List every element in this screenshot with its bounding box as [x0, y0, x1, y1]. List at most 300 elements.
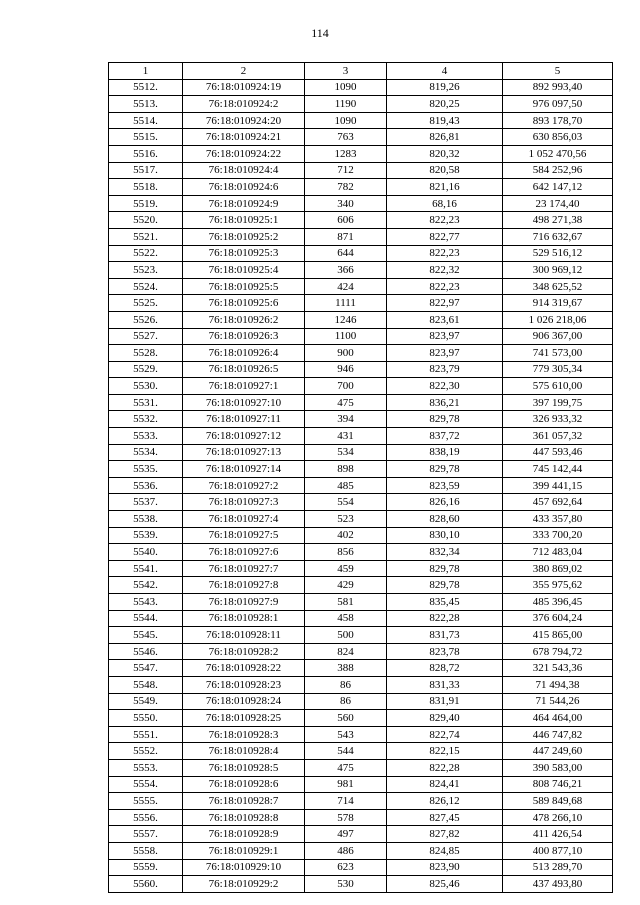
- column-5-cell: 361 057,32: [503, 428, 613, 445]
- row-number-cell: 5559.: [109, 859, 183, 876]
- column-3-cell: 530: [305, 876, 387, 893]
- cadastral-number-cell: 76:18:010929:1: [183, 842, 305, 859]
- cadastral-number-cell: 76:18:010927:3: [183, 494, 305, 511]
- cadastral-number-cell: 76:18:010927:13: [183, 444, 305, 461]
- table-row: [109, 527, 613, 544]
- column-3-cell: 700: [305, 378, 387, 395]
- cadastral-number-cell: 76:18:010924:19: [183, 79, 305, 96]
- column-5-cell: 457 692,64: [503, 494, 613, 511]
- cadastral-number-cell: 76:18:010927:12: [183, 428, 305, 445]
- column-5-cell: 976 097,50: [503, 96, 613, 113]
- table-row: [109, 361, 613, 378]
- row-number-cell: 5538.: [109, 511, 183, 528]
- cadastral-number-cell: 76:18:010924:20: [183, 112, 305, 129]
- table-header-row: [109, 63, 613, 80]
- column-5-cell: 300 969,12: [503, 262, 613, 279]
- cadastral-number-cell: 76:18:010926:2: [183, 311, 305, 328]
- table-row: [109, 162, 613, 179]
- column-4-cell: 835,45: [387, 594, 503, 611]
- column-5-cell: 376 604,24: [503, 610, 613, 627]
- row-number-cell: 5535.: [109, 461, 183, 478]
- column-4-cell: 822,23: [387, 278, 503, 295]
- table-row: [109, 610, 613, 627]
- row-number-cell: 5536.: [109, 477, 183, 494]
- table-row: [109, 394, 613, 411]
- column-3-cell: 431: [305, 428, 387, 445]
- cadastral-number-cell: 76:18:010929:10: [183, 859, 305, 876]
- table-row: [109, 96, 613, 113]
- cadastral-number-cell: 76:18:010927:5: [183, 527, 305, 544]
- column-3-cell: 871: [305, 228, 387, 245]
- column-3-cell: 581: [305, 594, 387, 611]
- column-5-cell: 446 747,82: [503, 726, 613, 743]
- column-3-cell: 86: [305, 676, 387, 693]
- column-5-cell: 779 305,34: [503, 361, 613, 378]
- row-number-cell: 5554.: [109, 776, 183, 793]
- table-row: [109, 826, 613, 843]
- column-4-cell: 828,72: [387, 660, 503, 677]
- row-number-cell: 5541.: [109, 560, 183, 577]
- column-5-cell: 400 877,10: [503, 842, 613, 859]
- cadastral-number-cell: 76:18:010924:22: [183, 145, 305, 162]
- row-number-cell: 5545.: [109, 627, 183, 644]
- cadastral-number-cell: 76:18:010924:9: [183, 195, 305, 212]
- column-4-cell: 831,73: [387, 627, 503, 644]
- column-3-cell: 623: [305, 859, 387, 876]
- column-5-cell: 893 178,70: [503, 112, 613, 129]
- column-4-cell: 823,78: [387, 643, 503, 660]
- column-5-cell: 415 865,00: [503, 627, 613, 644]
- table-row: [109, 594, 613, 611]
- row-number-cell: 5552.: [109, 743, 183, 760]
- column-5-cell: 71 544,26: [503, 693, 613, 710]
- table-row: [109, 195, 613, 212]
- column-3-cell: 486: [305, 842, 387, 859]
- cadastral-number-cell: 76:18:010928:2: [183, 643, 305, 660]
- column-5-cell: 447 593,46: [503, 444, 613, 461]
- column-4-cell: 822,30: [387, 378, 503, 395]
- cadastral-number-cell: 76:18:010929:2: [183, 876, 305, 893]
- cadastral-number-cell: 76:18:010927:8: [183, 577, 305, 594]
- table-row: [109, 378, 613, 395]
- table-row: [109, 428, 613, 445]
- table-row: [109, 776, 613, 793]
- table-row: [109, 643, 613, 660]
- column-5-cell: 498 271,38: [503, 212, 613, 229]
- table-row: [109, 809, 613, 826]
- column-3-cell: 714: [305, 793, 387, 810]
- column-4-cell: 828,60: [387, 511, 503, 528]
- row-number-cell: 5543.: [109, 594, 183, 611]
- row-number-cell: 5548.: [109, 676, 183, 693]
- column-3-cell: 763: [305, 129, 387, 146]
- row-number-cell: 5527.: [109, 328, 183, 345]
- column-4-cell: 831,91: [387, 693, 503, 710]
- column-4-cell: 838,19: [387, 444, 503, 461]
- row-number-cell: 5528.: [109, 345, 183, 362]
- column-5-cell: 23 174,40: [503, 195, 613, 212]
- column-3-cell: 824: [305, 643, 387, 660]
- cadastral-number-cell: 76:18:010927:6: [183, 544, 305, 561]
- row-number-cell: 5551.: [109, 726, 183, 743]
- table-row: [109, 129, 613, 146]
- column-4-cell: 823,59: [387, 477, 503, 494]
- table-body: [109, 79, 613, 892]
- cadastral-number-cell: 76:18:010928:3: [183, 726, 305, 743]
- row-number-cell: 5512.: [109, 79, 183, 96]
- column-3-cell: 1100: [305, 328, 387, 345]
- data-table: [108, 62, 613, 893]
- column-5-cell: 513 289,70: [503, 859, 613, 876]
- cadastral-number-cell: 76:18:010928:4: [183, 743, 305, 760]
- row-number-cell: 5531.: [109, 394, 183, 411]
- cadastral-number-cell: 76:18:010924:4: [183, 162, 305, 179]
- column-5-cell: 397 199,75: [503, 394, 613, 411]
- row-number-cell: 5533.: [109, 428, 183, 445]
- cadastral-number-cell: 76:18:010924:6: [183, 179, 305, 196]
- cadastral-number-cell: 76:18:010927:1: [183, 378, 305, 395]
- column-5-cell: 589 849,68: [503, 793, 613, 810]
- column-5-cell: 808 746,21: [503, 776, 613, 793]
- column-header-2: 2: [183, 63, 305, 80]
- column-4-cell: 826,12: [387, 793, 503, 810]
- column-4-cell: 822,97: [387, 295, 503, 312]
- table-row: [109, 345, 613, 362]
- column-5-cell: 348 625,52: [503, 278, 613, 295]
- column-3-cell: 475: [305, 394, 387, 411]
- column-4-cell: 836,21: [387, 394, 503, 411]
- row-number-cell: 5550.: [109, 710, 183, 727]
- column-5-cell: 399 441,15: [503, 477, 613, 494]
- cadastral-number-cell: 76:18:010928:22: [183, 660, 305, 677]
- row-number-cell: 5557.: [109, 826, 183, 843]
- column-5-cell: 355 975,62: [503, 577, 613, 594]
- column-4-cell: 826,81: [387, 129, 503, 146]
- column-3-cell: 578: [305, 809, 387, 826]
- table-row: [109, 444, 613, 461]
- row-number-cell: 5520.: [109, 212, 183, 229]
- row-number-cell: 5524.: [109, 278, 183, 295]
- column-3-cell: 459: [305, 560, 387, 577]
- row-number-cell: 5522.: [109, 245, 183, 262]
- row-number-cell: 5530.: [109, 378, 183, 395]
- row-number-cell: 5547.: [109, 660, 183, 677]
- cadastral-number-cell: 76:18:010926:4: [183, 345, 305, 362]
- cadastral-number-cell: 76:18:010924:21: [183, 129, 305, 146]
- row-number-cell: 5534.: [109, 444, 183, 461]
- table-row: [109, 278, 613, 295]
- column-5-cell: 716 632,67: [503, 228, 613, 245]
- column-5-cell: 390 583,00: [503, 759, 613, 776]
- table-row: [109, 544, 613, 561]
- table-row: [109, 511, 613, 528]
- row-number-cell: 5537.: [109, 494, 183, 511]
- column-5-cell: 485 396,45: [503, 594, 613, 611]
- column-4-cell: 822,77: [387, 228, 503, 245]
- row-number-cell: 5516.: [109, 145, 183, 162]
- column-4-cell: 829,78: [387, 577, 503, 594]
- column-4-cell: 820,32: [387, 145, 503, 162]
- column-3-cell: 560: [305, 710, 387, 727]
- column-5-cell: 447 249,60: [503, 743, 613, 760]
- row-number-cell: 5560.: [109, 876, 183, 893]
- table-row: [109, 710, 613, 727]
- column-4-cell: 822,23: [387, 212, 503, 229]
- column-5-cell: 333 700,20: [503, 527, 613, 544]
- column-5-cell: 71 494,38: [503, 676, 613, 693]
- row-number-cell: 5553.: [109, 759, 183, 776]
- column-5-cell: 741 573,00: [503, 345, 613, 362]
- column-4-cell: 823,97: [387, 345, 503, 362]
- column-5-cell: 914 319,67: [503, 295, 613, 312]
- column-header-5: 5: [503, 63, 613, 80]
- table-row: [109, 311, 613, 328]
- column-4-cell: 819,43: [387, 112, 503, 129]
- cadastral-number-cell: 76:18:010926:5: [183, 361, 305, 378]
- row-number-cell: 5519.: [109, 195, 183, 212]
- column-3-cell: 534: [305, 444, 387, 461]
- column-5-cell: 326 933,32: [503, 411, 613, 428]
- column-4-cell: 821,16: [387, 179, 503, 196]
- column-3-cell: 1246: [305, 311, 387, 328]
- column-3-cell: 86: [305, 693, 387, 710]
- column-5-cell: 642 147,12: [503, 179, 613, 196]
- cadastral-number-cell: 76:18:010926:3: [183, 328, 305, 345]
- cadastral-number-cell: 76:18:010928:8: [183, 809, 305, 826]
- column-3-cell: 475: [305, 759, 387, 776]
- table-row: [109, 876, 613, 893]
- column-5-cell: 575 610,00: [503, 378, 613, 395]
- column-3-cell: 946: [305, 361, 387, 378]
- table-row: [109, 179, 613, 196]
- column-4-cell: 827,82: [387, 826, 503, 843]
- table-row: [109, 627, 613, 644]
- table-row: [109, 660, 613, 677]
- row-number-cell: 5556.: [109, 809, 183, 826]
- cadastral-number-cell: 76:18:010928:6: [183, 776, 305, 793]
- column-3-cell: 543: [305, 726, 387, 743]
- column-3-cell: 458: [305, 610, 387, 627]
- table-row: [109, 726, 613, 743]
- column-5-cell: 1 052 470,56: [503, 145, 613, 162]
- row-number-cell: 5529.: [109, 361, 183, 378]
- column-3-cell: 497: [305, 826, 387, 843]
- column-5-cell: 464 464,00: [503, 710, 613, 727]
- column-4-cell: 823,79: [387, 361, 503, 378]
- cadastral-number-cell: 76:18:010927:14: [183, 461, 305, 478]
- column-3-cell: 402: [305, 527, 387, 544]
- column-3-cell: 898: [305, 461, 387, 478]
- row-number-cell: 5544.: [109, 610, 183, 627]
- column-4-cell: 837,72: [387, 428, 503, 445]
- row-number-cell: 5526.: [109, 311, 183, 328]
- column-header-3: 3: [305, 63, 387, 80]
- column-4-cell: 830,10: [387, 527, 503, 544]
- table-row: [109, 145, 613, 162]
- table-row: [109, 228, 613, 245]
- table-row: [109, 577, 613, 594]
- cadastral-number-cell: 76:18:010927:9: [183, 594, 305, 611]
- table-row: [109, 759, 613, 776]
- table-row: [109, 494, 613, 511]
- column-3-cell: 1190: [305, 96, 387, 113]
- cadastral-number-cell: 76:18:010927:2: [183, 477, 305, 494]
- table-row: [109, 743, 613, 760]
- column-4-cell: 823,90: [387, 859, 503, 876]
- column-3-cell: 712: [305, 162, 387, 179]
- cadastral-number-cell: 76:18:010927:10: [183, 394, 305, 411]
- column-5-cell: 712 483,04: [503, 544, 613, 561]
- column-4-cell: 829,78: [387, 461, 503, 478]
- column-3-cell: 394: [305, 411, 387, 428]
- row-number-cell: 5555.: [109, 793, 183, 810]
- cadastral-number-cell: 76:18:010925:3: [183, 245, 305, 262]
- table-row: [109, 461, 613, 478]
- column-4-cell: 824,85: [387, 842, 503, 859]
- column-3-cell: 1090: [305, 112, 387, 129]
- row-number-cell: 5515.: [109, 129, 183, 146]
- row-number-cell: 5517.: [109, 162, 183, 179]
- cadastral-number-cell: 76:18:010928:5: [183, 759, 305, 776]
- column-4-cell: 819,26: [387, 79, 503, 96]
- column-4-cell: 823,61: [387, 311, 503, 328]
- column-3-cell: 856: [305, 544, 387, 561]
- row-number-cell: 5518.: [109, 179, 183, 196]
- row-number-cell: 5540.: [109, 544, 183, 561]
- table-row: [109, 676, 613, 693]
- column-header-4: 4: [387, 63, 503, 80]
- cadastral-number-cell: 76:18:010924:2: [183, 96, 305, 113]
- row-number-cell: 5532.: [109, 411, 183, 428]
- column-4-cell: 824,41: [387, 776, 503, 793]
- column-5-cell: 433 357,80: [503, 511, 613, 528]
- column-3-cell: 1090: [305, 79, 387, 96]
- cadastral-number-cell: 76:18:010928:9: [183, 826, 305, 843]
- cadastral-number-cell: 76:18:010925:2: [183, 228, 305, 245]
- row-number-cell: 5513.: [109, 96, 183, 113]
- table-row: [109, 79, 613, 96]
- table-row: [109, 477, 613, 494]
- column-4-cell: 820,58: [387, 162, 503, 179]
- table-row: [109, 693, 613, 710]
- column-3-cell: 500: [305, 627, 387, 644]
- table-row: [109, 411, 613, 428]
- column-5-cell: 745 142,44: [503, 461, 613, 478]
- column-3-cell: 340: [305, 195, 387, 212]
- column-5-cell: 478 266,10: [503, 809, 613, 826]
- table-row: [109, 212, 613, 229]
- column-5-cell: 584 252,96: [503, 162, 613, 179]
- row-number-cell: 5558.: [109, 842, 183, 859]
- column-3-cell: 554: [305, 494, 387, 511]
- cadastral-number-cell: 76:18:010928:25: [183, 710, 305, 727]
- column-4-cell: 822,28: [387, 759, 503, 776]
- row-number-cell: 5542.: [109, 577, 183, 594]
- column-3-cell: 981: [305, 776, 387, 793]
- table-row: [109, 112, 613, 129]
- column-4-cell: 829,78: [387, 560, 503, 577]
- column-3-cell: 388: [305, 660, 387, 677]
- row-number-cell: 5549.: [109, 693, 183, 710]
- column-3-cell: 523: [305, 511, 387, 528]
- column-4-cell: 68,16: [387, 195, 503, 212]
- column-5-cell: 321 543,36: [503, 660, 613, 677]
- row-number-cell: 5523.: [109, 262, 183, 279]
- column-5-cell: 411 426,54: [503, 826, 613, 843]
- column-3-cell: 1283: [305, 145, 387, 162]
- cadastral-number-cell: 76:18:010925:1: [183, 212, 305, 229]
- column-3-cell: 606: [305, 212, 387, 229]
- page-number: 114: [311, 26, 329, 40]
- cadastral-number-cell: 76:18:010927:7: [183, 560, 305, 577]
- column-3-cell: 485: [305, 477, 387, 494]
- column-4-cell: 820,25: [387, 96, 503, 113]
- cadastral-number-cell: 76:18:010925:6: [183, 295, 305, 312]
- column-3-cell: 900: [305, 345, 387, 362]
- column-5-cell: 437 493,80: [503, 876, 613, 893]
- column-3-cell: 1111: [305, 295, 387, 312]
- column-3-cell: 424: [305, 278, 387, 295]
- row-number-cell: 5514.: [109, 112, 183, 129]
- column-4-cell: 832,34: [387, 544, 503, 561]
- cadastral-number-cell: 76:18:010928:7: [183, 793, 305, 810]
- column-4-cell: 823,97: [387, 328, 503, 345]
- table-row: [109, 793, 613, 810]
- column-5-cell: 906 367,00: [503, 328, 613, 345]
- column-4-cell: 829,78: [387, 411, 503, 428]
- column-4-cell: 827,45: [387, 809, 503, 826]
- column-4-cell: 822,15: [387, 743, 503, 760]
- table-row: [109, 245, 613, 262]
- cadastral-number-cell: 76:18:010928:1: [183, 610, 305, 627]
- column-header-1: 1: [109, 63, 183, 80]
- row-number-cell: 5525.: [109, 295, 183, 312]
- cadastral-number-cell: 76:18:010925:5: [183, 278, 305, 295]
- column-3-cell: 544: [305, 743, 387, 760]
- table-row: [109, 295, 613, 312]
- column-5-cell: 678 794,72: [503, 643, 613, 660]
- column-4-cell: 822,28: [387, 610, 503, 627]
- column-4-cell: 831,33: [387, 676, 503, 693]
- column-4-cell: 825,46: [387, 876, 503, 893]
- row-number-cell: 5539.: [109, 527, 183, 544]
- table-row: [109, 842, 613, 859]
- column-3-cell: 644: [305, 245, 387, 262]
- cadastral-number-cell: 76:18:010928:24: [183, 693, 305, 710]
- row-number-cell: 5546.: [109, 643, 183, 660]
- column-4-cell: 822,32: [387, 262, 503, 279]
- column-4-cell: 822,23: [387, 245, 503, 262]
- cadastral-number-cell: 76:18:010927:4: [183, 511, 305, 528]
- column-5-cell: 892 993,40: [503, 79, 613, 96]
- cadastral-number-cell: 76:18:010928:23: [183, 676, 305, 693]
- cadastral-number-cell: 76:18:010928:11: [183, 627, 305, 644]
- cadastral-number-cell: 76:18:010925:4: [183, 262, 305, 279]
- table-row: [109, 859, 613, 876]
- column-4-cell: 829,40: [387, 710, 503, 727]
- column-3-cell: 366: [305, 262, 387, 279]
- column-4-cell: 822,74: [387, 726, 503, 743]
- column-3-cell: 429: [305, 577, 387, 594]
- column-3-cell: 782: [305, 179, 387, 196]
- column-5-cell: 380 869,02: [503, 560, 613, 577]
- column-5-cell: 1 026 218,06: [503, 311, 613, 328]
- column-4-cell: 826,16: [387, 494, 503, 511]
- table-row: [109, 328, 613, 345]
- column-5-cell: 529 516,12: [503, 245, 613, 262]
- column-5-cell: 630 856,03: [503, 129, 613, 146]
- row-number-cell: 5521.: [109, 228, 183, 245]
